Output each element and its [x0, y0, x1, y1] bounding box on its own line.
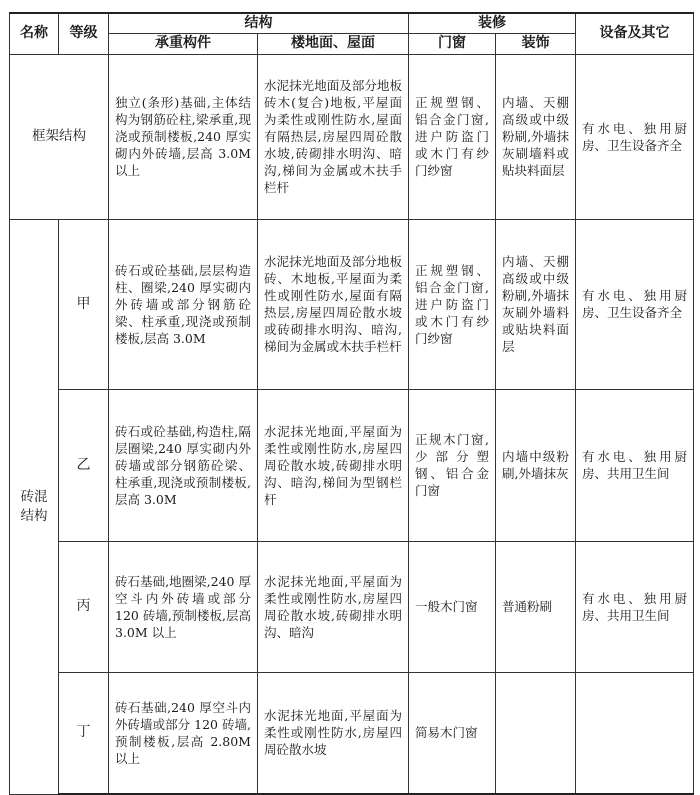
row-doors: 正规木门窗,少部分塑钢、铝合金门窗 — [409, 389, 496, 541]
row-bearing: 独立(条形)基础,主体结构为钢筋砼柱,梁承重,现浇或预制楼板,240 厚实砌内外砖墙,层高 3.0M 以上 — [109, 54, 258, 219]
row-bearing: 砖石基础,地圈梁,240 厚空斗内外砖墙或部分 120 砖墙,预制楼板,层高 3.0M 以上 — [109, 541, 258, 672]
row-doors: 正规塑钢、铝合金门窗,进户防盗门或木门有纱门纱窗 — [409, 54, 496, 219]
row-name-cell — [10, 219, 59, 794]
row-grade: 丁 — [59, 672, 109, 794]
table-row — [10, 541, 694, 672]
row-grade: 乙 — [59, 389, 109, 541]
row-bearing: 砖石或砼基础,构造柱,隔层圈梁,240 厚实砌内外砖墙或部分钢筋砼梁、柱承重,现浇或预制楼板,层高 3.0M — [109, 389, 258, 541]
row-equipment — [576, 672, 694, 794]
table-row — [10, 672, 694, 794]
row-decor: 内墙中级粉刷,外墙抹灰 — [496, 389, 576, 541]
header-row-1 — [10, 13, 694, 33]
row-floor: 水泥抹光地面,平屋面为柔性或刚性防水,房屋四周砼散水坡,砖砌排水明沟、暗沟,梯间为型钢栏杆 — [258, 389, 409, 541]
row-name: 框架结构 — [10, 54, 109, 219]
row-floor: 水泥抹光地面,平屋面为柔性或刚性防水,房屋四周砼散水坡,砖砌排水明沟、暗沟 — [258, 541, 409, 672]
row-decor: 内墙、天棚高级或中级粉刷,外墙抹灰刷墙料或贴块料面层 — [496, 54, 576, 219]
row-equipment: 有水电、独用厨房、共用卫生间 — [576, 541, 694, 672]
row-doors: 简易木门窗 — [409, 672, 496, 794]
header-floor: 楼地面、屋面 — [258, 33, 409, 54]
header-decoration: 装修 — [409, 13, 576, 33]
header-decor: 装饰 — [496, 33, 576, 54]
row-decor — [496, 672, 576, 794]
table-row — [10, 54, 694, 219]
row-decor: 内墙、天棚高级或中级粉刷,外墙抹灰刷外墙料或贴块料面层 — [496, 219, 576, 389]
header-bearing: 承重构件 — [109, 33, 258, 54]
table-row — [10, 389, 694, 541]
header-doors: 门窗 — [409, 33, 496, 54]
row-bearing: 砖石基础,240 厚空斗内外砖墙或部分 120 砖墙,预制楼板,层高 2.80M 以上 — [109, 672, 258, 794]
building-standards-table — [9, 12, 694, 795]
row-floor: 水泥抹光地面及部分地板砖木(复合)地板,平屋面为柔性或刚性防水,屋面有隔热层,房屋四周砼散水坡,砖砌排水明沟、暗沟,梯间为金属或木扶手栏杆 — [258, 54, 409, 219]
row-equipment: 有水电、独用厨房、卫生设备齐全 — [576, 219, 694, 389]
row-doors: 正规塑钢、铝合金门窗,进户防盗门或木门有纱门纱窗 — [409, 219, 496, 389]
row-name: 砖混结构 — [20, 488, 48, 524]
header-structure: 结构 — [109, 13, 409, 33]
row-equipment: 有水电、独用厨房、共用卫生间 — [576, 389, 694, 541]
header-name: 名称 — [10, 13, 59, 54]
row-grade: 甲 — [59, 219, 109, 389]
row-grade: 丙 — [59, 541, 109, 672]
header-equipment: 设备及其它 — [576, 13, 694, 54]
row-equipment: 有水电、独用厨房、卫生设备齐全 — [576, 54, 694, 219]
table-container — [9, 12, 693, 795]
row-floor: 水泥抹光地面,平屋面为柔性或刚性防水,房屋四周砼散水坡 — [258, 672, 409, 794]
row-decor: 普通粉刷 — [496, 541, 576, 672]
row-doors: 一般木门窗 — [409, 541, 496, 672]
header-grade: 等级 — [59, 13, 109, 54]
table-row — [10, 219, 694, 389]
row-floor: 水泥抹光地面及部分地板砖、木地板,平屋面为柔性或刚性防水,屋面有隔热层,房屋四周砼散水坡或砖砌排水明沟、暗沟,梯间为金属或木扶手栏杆 — [258, 219, 409, 389]
row-bearing: 砖石或砼基础,层层构造柱、圈梁,240 厚实砌内外砖墙或部分钢筋砼梁、柱承重,现浇或预制楼板,层高 3.0M — [109, 219, 258, 389]
